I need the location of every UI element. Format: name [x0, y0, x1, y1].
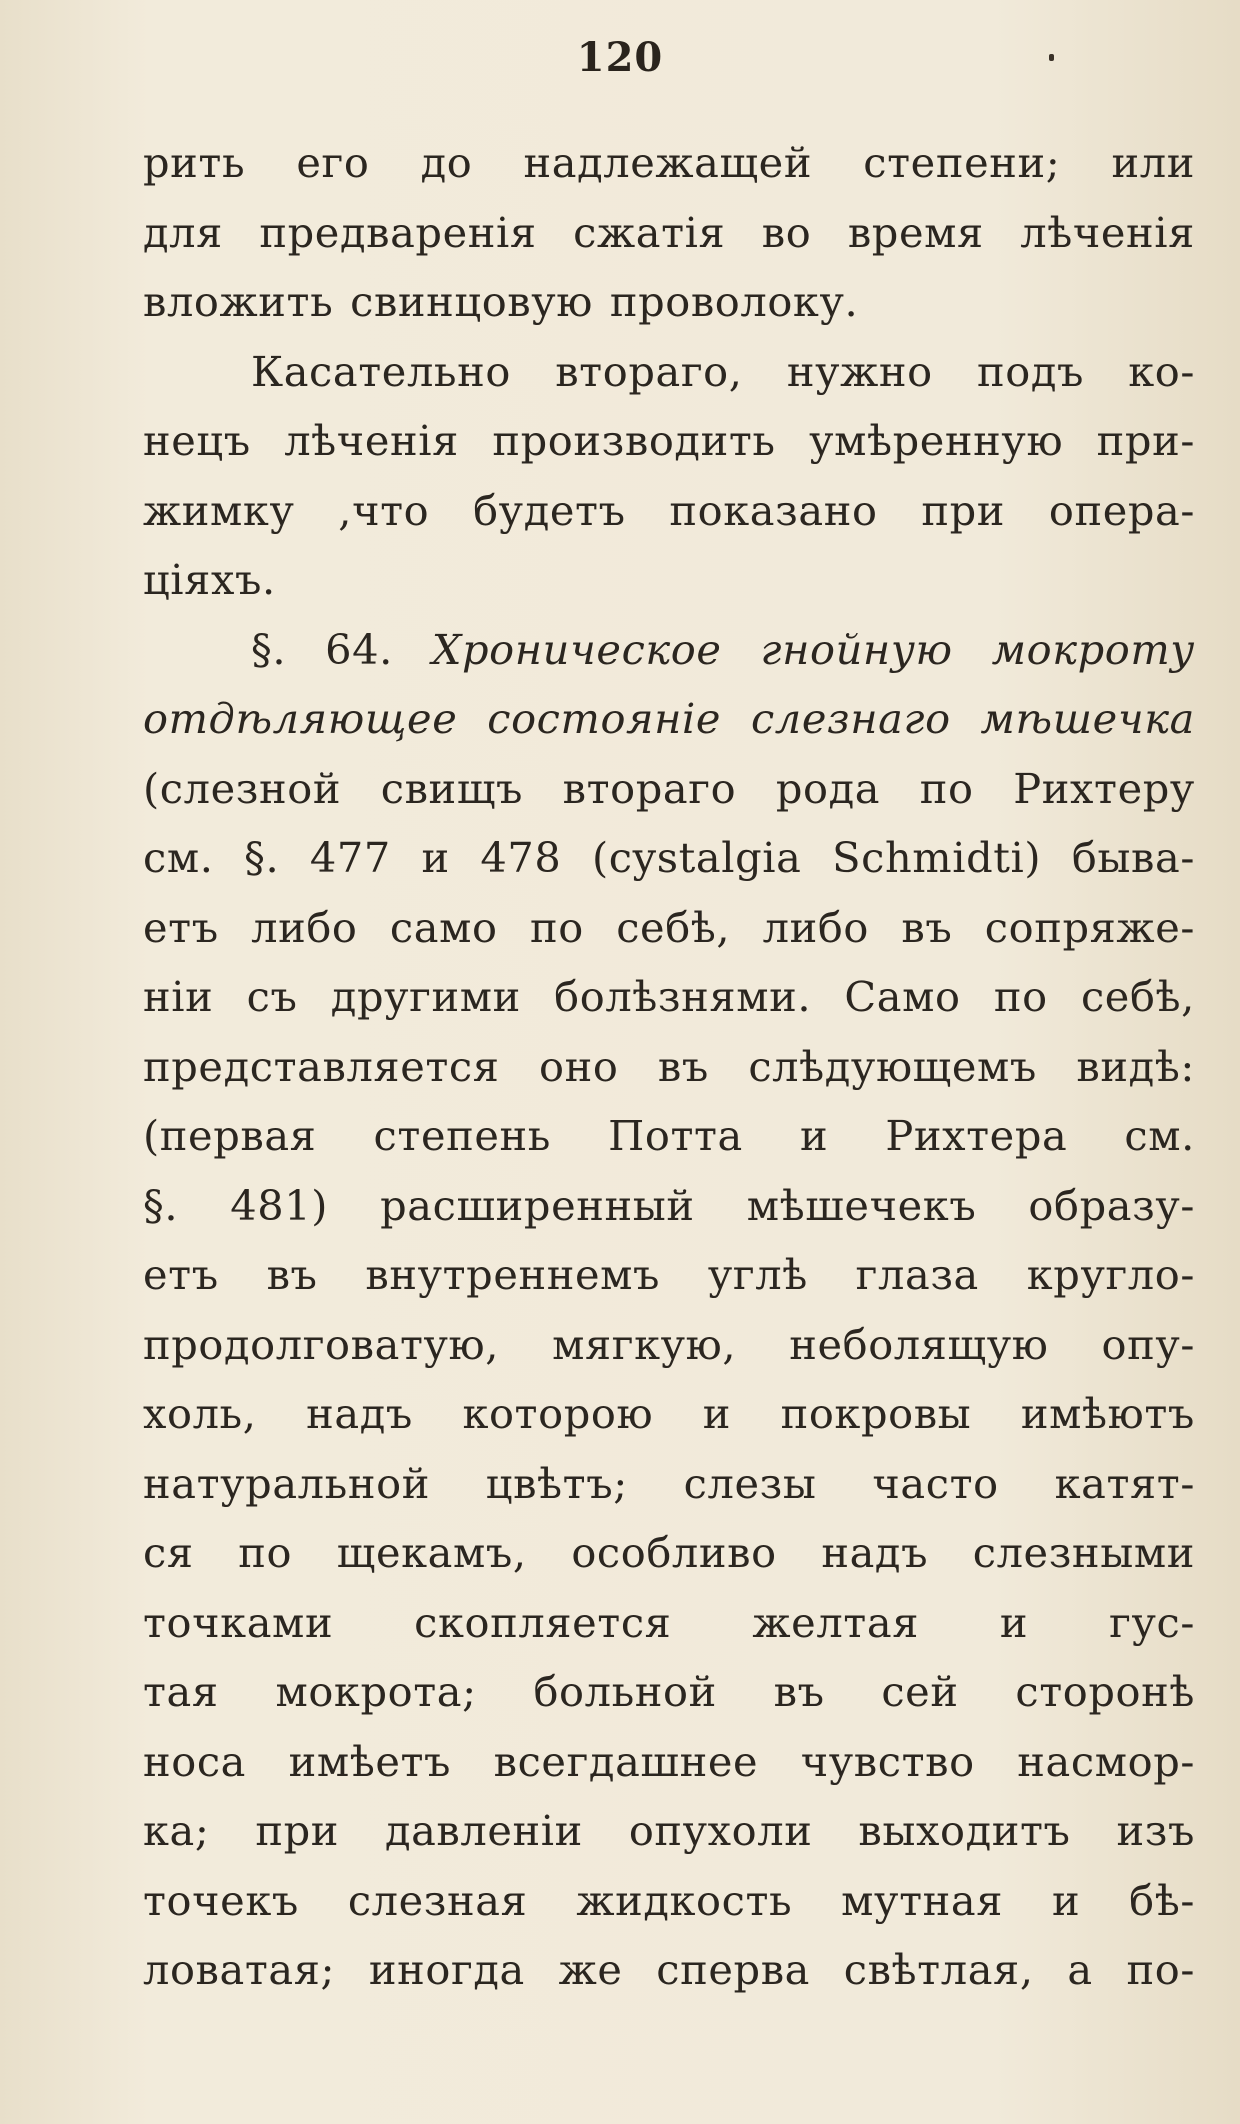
- word: §.: [244, 833, 280, 882]
- word: и: [702, 1389, 732, 1438]
- word: Рихтеру: [1013, 763, 1195, 813]
- text-line: [143, 1379, 1195, 1449]
- word: ціяхъ.: [143, 555, 276, 604]
- text-line: [143, 128, 1195, 198]
- word: мѣшечка: [980, 694, 1195, 743]
- word: и: [999, 1597, 1029, 1647]
- body-text: [143, 128, 1195, 2005]
- word: Schmidti): [832, 833, 1042, 882]
- word: рода: [775, 763, 881, 813]
- word: глаза: [855, 1250, 979, 1299]
- word: другими: [330, 972, 521, 1021]
- word: ся: [143, 1528, 194, 1577]
- word: жидкость: [576, 1875, 793, 1925]
- word: отдѣляющее: [143, 694, 458, 743]
- word: опухоли: [628, 1806, 813, 1855]
- text-line: [143, 893, 1195, 963]
- word: слезы: [683, 1458, 817, 1508]
- word: само: [389, 902, 498, 952]
- word: при: [921, 485, 1006, 535]
- word: углѣ: [707, 1250, 808, 1299]
- word: показано: [669, 485, 878, 535]
- word: чувство: [800, 1736, 975, 1786]
- word: проволоку.: [609, 277, 859, 326]
- text-line: [143, 1727, 1195, 1797]
- word: лѣченія: [284, 416, 459, 465]
- word: или: [1111, 138, 1195, 187]
- word: до: [420, 138, 473, 187]
- word: 478: [480, 833, 562, 882]
- word: мокрота;: [275, 1667, 477, 1716]
- word: свинцовую: [350, 277, 594, 326]
- word: слезными: [972, 1528, 1195, 1577]
- word: по: [993, 972, 1048, 1021]
- word: ніи: [143, 972, 214, 1021]
- word: въ: [773, 1667, 825, 1716]
- word: холь,: [143, 1389, 257, 1438]
- word: имѣютъ: [1020, 1389, 1195, 1438]
- word: образу-: [1028, 1180, 1195, 1230]
- word: изъ: [1116, 1806, 1195, 1855]
- word: 477: [309, 833, 391, 882]
- word: по: [529, 902, 584, 952]
- word: бѣ-: [1129, 1875, 1195, 1925]
- word: болѣзнями.: [554, 972, 812, 1021]
- text-line: [143, 267, 1195, 337]
- word: мокроту: [991, 624, 1195, 674]
- text-line: [143, 684, 1195, 754]
- word: же: [558, 1945, 623, 1994]
- word: скопляется: [414, 1597, 672, 1647]
- word: мутная: [841, 1875, 1004, 1925]
- word: гнойную: [760, 624, 953, 674]
- word: во: [761, 207, 812, 257]
- word: особливо: [571, 1528, 777, 1577]
- word: состояніе: [487, 694, 722, 743]
- word: ловатая;: [143, 1945, 336, 1994]
- word: носа: [143, 1736, 247, 1786]
- text-line: [143, 823, 1195, 893]
- text-line: [143, 1935, 1195, 2005]
- word: сей: [881, 1667, 959, 1716]
- word: умѣренную: [809, 416, 1064, 465]
- word: надъ: [306, 1389, 413, 1438]
- word: производить: [492, 416, 776, 465]
- word: въ: [901, 902, 953, 952]
- word: сжатія: [573, 207, 726, 257]
- word: его: [296, 138, 370, 187]
- word: тая: [143, 1667, 219, 1716]
- word: ко-: [1128, 346, 1195, 396]
- word: слѣдующемъ: [748, 1041, 1037, 1091]
- word: цвѣтъ;: [485, 1458, 628, 1508]
- text-line: [143, 1449, 1195, 1519]
- word: Рихтера: [885, 1111, 1068, 1160]
- word: имѣетъ: [288, 1736, 452, 1786]
- word: выходитъ: [858, 1806, 1071, 1855]
- word: въ: [657, 1041, 709, 1091]
- word: и: [421, 833, 450, 882]
- text-line: [143, 615, 1195, 685]
- word: кругло-: [1026, 1250, 1195, 1299]
- text-line: [143, 1588, 1195, 1658]
- word: натуральной: [143, 1458, 430, 1508]
- word: свѣтлая,: [843, 1945, 1034, 1994]
- word: Касательно: [251, 346, 511, 396]
- word: см.: [1124, 1111, 1195, 1160]
- word: всегдашнее: [493, 1736, 759, 1786]
- word: въ: [266, 1250, 318, 1299]
- text-line: [143, 1101, 1195, 1171]
- word: и: [799, 1111, 829, 1160]
- text-line: [143, 1032, 1195, 1102]
- word: лѣченія: [1020, 207, 1195, 257]
- word: продолговатую,: [143, 1319, 500, 1369]
- word: етъ: [143, 1250, 219, 1299]
- word: Потта: [608, 1111, 743, 1160]
- word: етъ: [143, 902, 219, 952]
- word: §.: [251, 624, 287, 674]
- word: видѣ:: [1076, 1041, 1195, 1091]
- word: сопряже-: [984, 902, 1195, 952]
- word: слезная: [347, 1875, 528, 1925]
- word: предваренія: [259, 207, 537, 257]
- word: втораго: [562, 763, 737, 813]
- word: больной: [533, 1667, 717, 1716]
- word: а: [1067, 1945, 1093, 1994]
- word: §.: [143, 1180, 179, 1230]
- word: желтая: [752, 1597, 919, 1647]
- word: Само: [844, 972, 961, 1021]
- text-line: [143, 1866, 1195, 1936]
- word: степени;: [863, 138, 1061, 187]
- word: вложить: [143, 277, 334, 326]
- word: по: [238, 1528, 293, 1577]
- word: время: [847, 207, 984, 257]
- word: неболящую: [789, 1319, 1049, 1369]
- word: мѣшечекъ: [746, 1180, 977, 1230]
- word: по: [919, 763, 974, 813]
- text-line: [143, 1171, 1195, 1241]
- word: катят-: [1054, 1458, 1195, 1508]
- word: при-: [1096, 416, 1195, 465]
- word: гус-: [1109, 1597, 1195, 1647]
- word: съ: [246, 972, 298, 1021]
- word: для: [143, 207, 223, 257]
- word: сперва: [656, 1945, 810, 1994]
- word: насмор-: [1017, 1736, 1195, 1786]
- text-line: [143, 476, 1195, 546]
- text-line: [143, 545, 1195, 615]
- word: см.: [143, 833, 214, 882]
- text-line: [143, 1240, 1195, 1310]
- word: 64.: [325, 624, 393, 674]
- word: (первая: [143, 1111, 317, 1160]
- word: точками: [143, 1597, 334, 1647]
- text-line: [143, 754, 1195, 824]
- text-line: [143, 1310, 1195, 1380]
- text-line: [143, 406, 1195, 476]
- word: (слезной: [143, 763, 342, 813]
- word: покровы: [780, 1389, 972, 1438]
- word: нецъ: [143, 416, 251, 465]
- word: свищъ: [380, 763, 524, 813]
- word: щекамъ,: [336, 1528, 527, 1577]
- word: по-: [1126, 1945, 1195, 1994]
- word: при: [255, 1806, 340, 1855]
- word: оно: [539, 1041, 619, 1091]
- word: будетъ: [473, 485, 626, 535]
- word: 481): [230, 1180, 329, 1230]
- page-number: 120: [576, 34, 664, 81]
- word: надлежащей: [523, 138, 813, 187]
- word: внутреннемъ: [365, 1250, 661, 1299]
- word: быва-: [1071, 833, 1195, 882]
- word: сторонѣ: [1015, 1667, 1195, 1716]
- word: давленіи: [384, 1806, 583, 1855]
- word: расширенный: [380, 1180, 695, 1230]
- text-line: [143, 962, 1195, 1032]
- word: и: [1051, 1875, 1081, 1925]
- word: жимку: [143, 485, 295, 535]
- word: ка;: [143, 1806, 210, 1855]
- word: либо: [251, 902, 358, 952]
- ink-speck: [1049, 54, 1054, 61]
- word: степень: [373, 1111, 551, 1160]
- text-line: [143, 337, 1195, 407]
- text-line: [143, 1796, 1195, 1866]
- word: (cystalgia: [592, 833, 802, 882]
- word: себѣ,: [1080, 972, 1195, 1021]
- word: представляется: [143, 1041, 500, 1091]
- word: слезнаго: [750, 694, 951, 743]
- word: точекъ: [143, 1875, 299, 1925]
- word: нужно: [786, 346, 933, 396]
- word: втораго,: [555, 346, 743, 396]
- text-line: [143, 198, 1195, 268]
- word: ,что: [338, 485, 430, 535]
- word: подъ: [976, 346, 1084, 396]
- word: опера-: [1048, 485, 1195, 535]
- text-line: [143, 1657, 1195, 1727]
- word: часто: [872, 1458, 999, 1508]
- text-line: [143, 1518, 1195, 1588]
- word: иногда: [368, 1945, 525, 1994]
- word: либо: [762, 902, 870, 952]
- word: которою: [462, 1389, 654, 1438]
- word: Хроническое: [431, 624, 722, 674]
- word: рить: [143, 138, 246, 187]
- word: надъ: [821, 1528, 929, 1577]
- word: мягкую,: [552, 1319, 737, 1369]
- word: опу-: [1101, 1319, 1195, 1369]
- word: себѣ,: [616, 902, 731, 952]
